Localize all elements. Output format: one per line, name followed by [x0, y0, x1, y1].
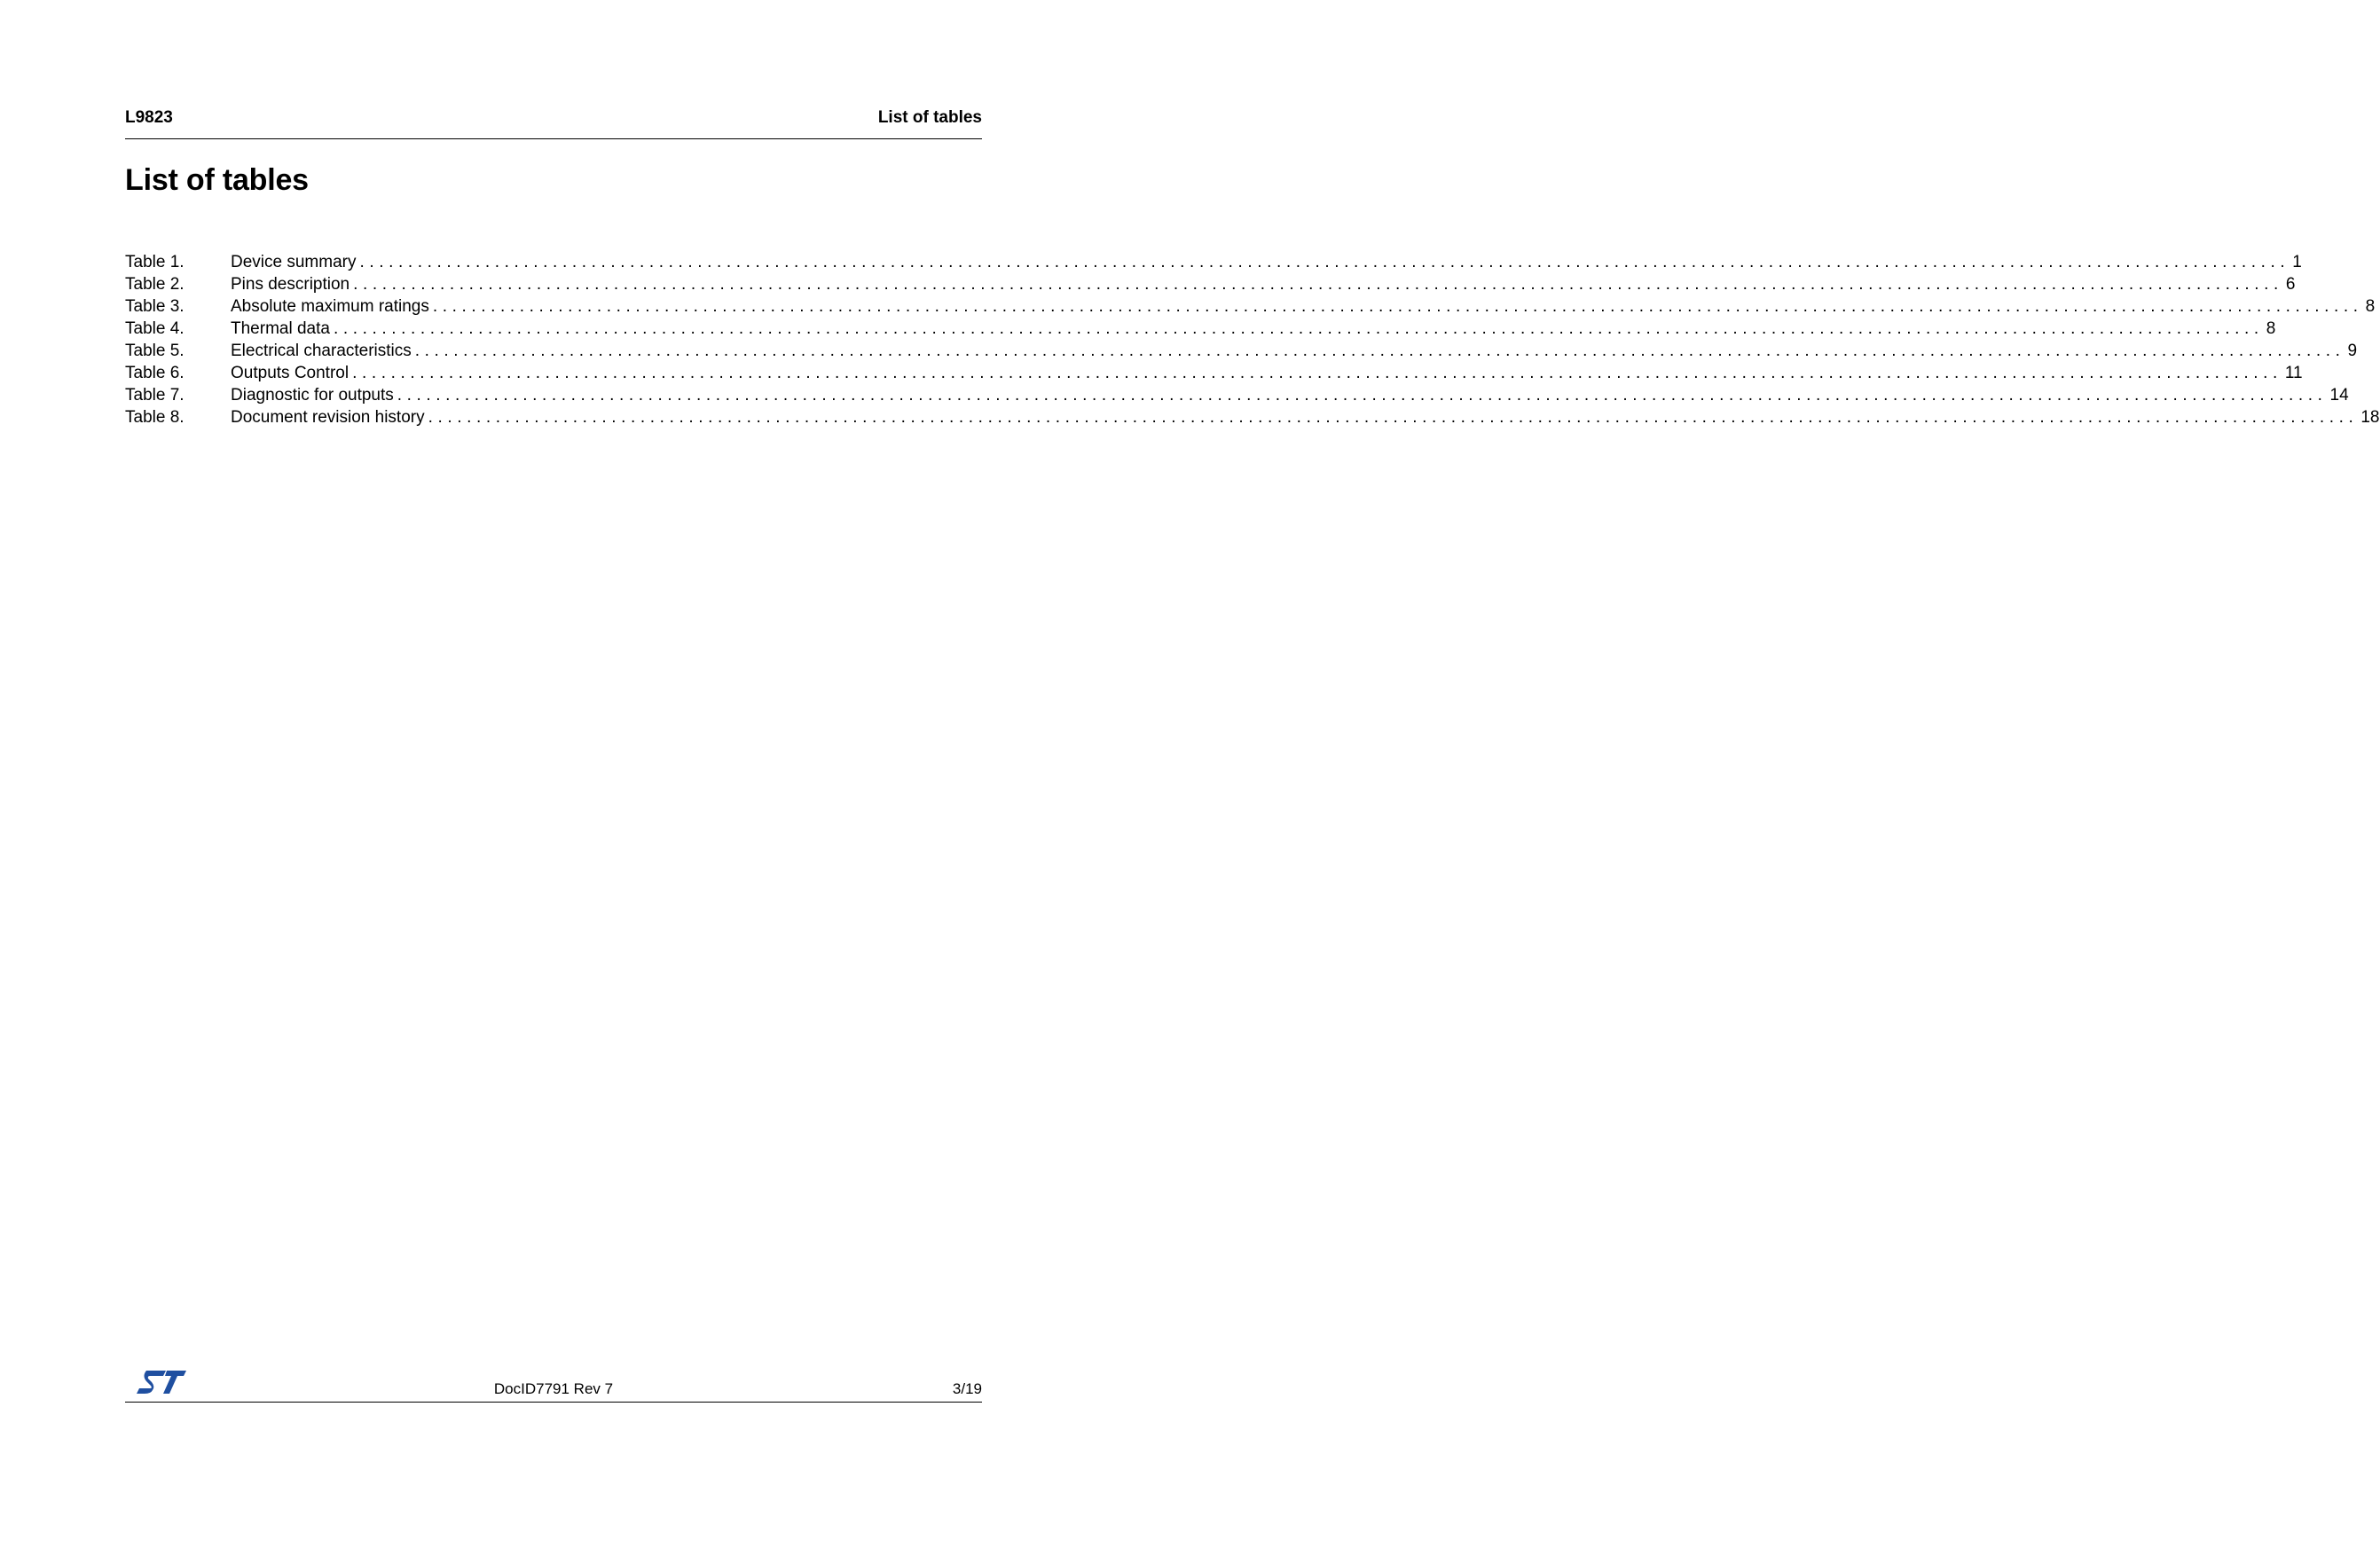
toc-entry — [231, 340, 2358, 362]
toc-page-number: 9 — [2347, 342, 2358, 360]
toc-table-label: Table 4. — [125, 319, 185, 338]
toc-row[interactable] — [125, 318, 2276, 340]
toc-page-number: 11 — [2284, 364, 2303, 382]
toc-page-number: 18 — [2360, 408, 2380, 427]
toc-entry — [231, 318, 2276, 340]
toc-dot-leader: ........................................................................................................................................................................................................ — [414, 342, 2345, 360]
toc-dot-leader: ........................................................................................................................................................................................................ — [432, 297, 2363, 316]
toc-dot-leader: ........................................................................................................................................................................................................ — [359, 253, 2290, 271]
toc-page-number: 6 — [2285, 275, 2296, 294]
toc-table-title: Outputs Control — [231, 364, 350, 382]
toc-page-number: 8 — [2365, 297, 2376, 316]
toc-page-number: 1 — [2292, 253, 2302, 271]
page-title: List of tables — [125, 163, 309, 197]
toc-entry — [231, 384, 2349, 406]
toc-entry — [231, 406, 2380, 428]
toc-entry — [231, 251, 2302, 273]
footer-doc-id: DocID7791 Rev 7 — [493, 1380, 614, 1397]
toc-table-label: Table 5. — [125, 342, 185, 360]
toc-row[interactable] — [125, 406, 2380, 428]
toc-dot-leader: ........................................................................................................................................................................................................ — [353, 275, 2283, 294]
toc-table-title: Document revision history — [231, 408, 425, 427]
toc-table-label: Table 7. — [125, 386, 185, 405]
toc-table-title: Absolute maximum ratings — [231, 297, 429, 316]
toc-dot-leader: ........................................................................................................................................................................................................ — [428, 408, 2359, 427]
toc-entry — [231, 362, 2303, 384]
toc-row[interactable] — [125, 340, 2358, 362]
toc-table-label: Table 2. — [125, 275, 185, 294]
toc-entry — [231, 273, 2296, 295]
toc-dot-leader: ........................................................................................................................................................................................................ — [352, 364, 2282, 382]
toc-table-label: Table 8. — [125, 408, 185, 427]
toc-dot-leader: ........................................................................................................................................................................................................ — [333, 319, 2264, 338]
toc-table-label: Table 1. — [125, 253, 185, 271]
page-header — [125, 106, 982, 139]
toc-row[interactable] — [125, 362, 2303, 384]
toc-table-title: Electrical characteristics — [231, 342, 412, 360]
toc-dot-leader: ........................................................................................................................................................................................................ — [397, 386, 2328, 405]
toc-table-label: Table 6. — [125, 364, 185, 382]
toc-page-number: 8 — [2266, 319, 2276, 338]
footer-page-number: 3/19 — [952, 1380, 982, 1397]
toc-table-label: Table 3. — [125, 297, 185, 316]
toc-row[interactable] — [125, 251, 2302, 273]
toc-table-title: Pins description — [231, 275, 350, 294]
toc-row[interactable] — [125, 273, 2296, 295]
toc-table-title: Device summary — [231, 253, 357, 271]
header-section-title: List of tables — [877, 108, 982, 127]
toc-row[interactable] — [125, 295, 2376, 318]
page-footer — [125, 1364, 982, 1403]
toc-entry — [231, 295, 2376, 318]
toc-page-number: 14 — [2329, 386, 2349, 405]
toc-row[interactable] — [125, 384, 2349, 406]
toc-table-title: Diagnostic for outputs — [231, 386, 394, 405]
table-of-contents-list — [125, 251, 2380, 428]
header-document-id: L9823 — [125, 108, 173, 127]
toc-table-title: Thermal data — [231, 319, 330, 338]
